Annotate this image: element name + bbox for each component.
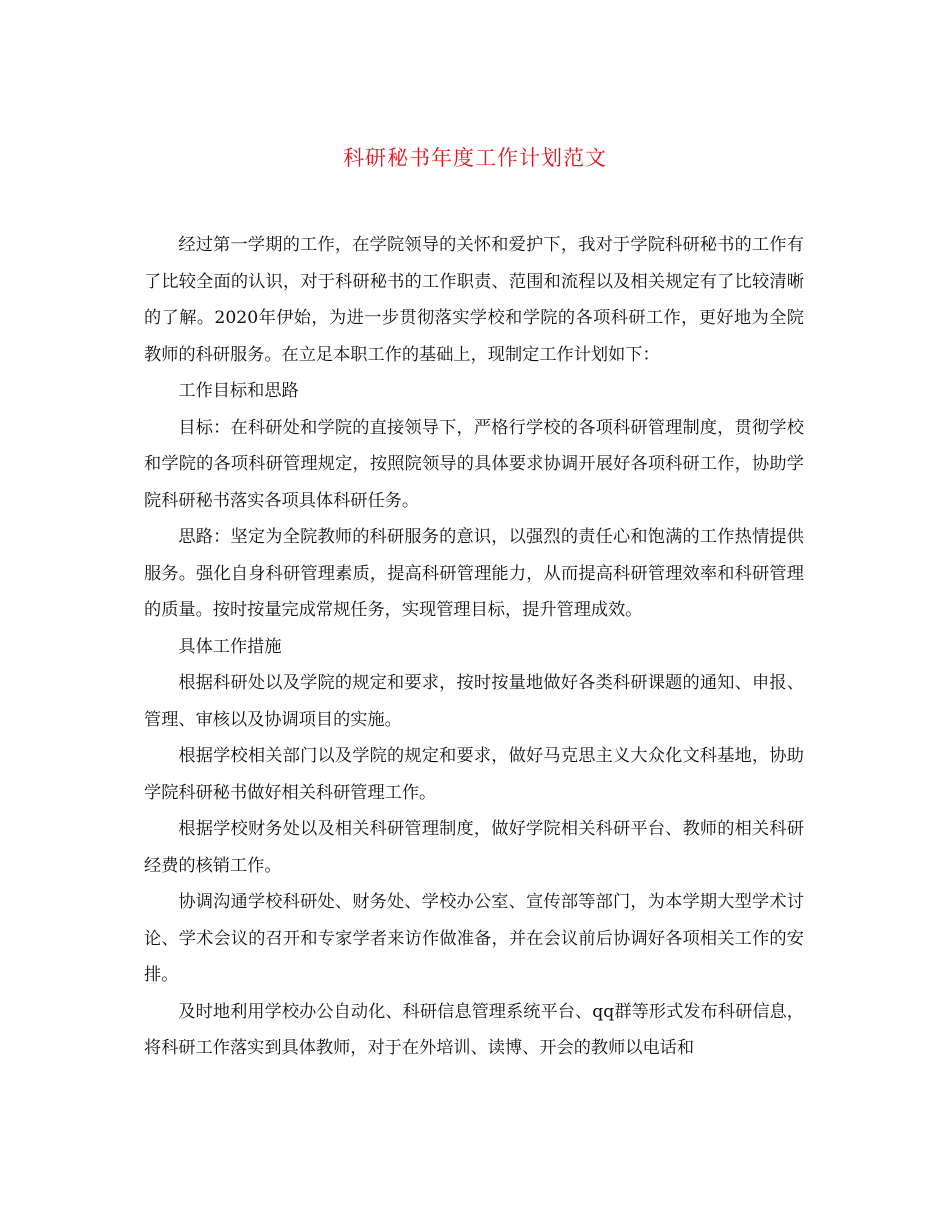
- paragraph-measure-3: 根据学校财务处以及相关科研管理制度，做好学院相关科研平台、教师的相关科研经费的核销工作。: [144, 819, 804, 876]
- section-heading-measures: 具体工作措施: [178, 636, 282, 657]
- paragraph-measure-5: 及时地利用学校办公自动化、科研信息管理系统平台、qq群等形式发布科研信息，将科研工作落实到具体教师，对于在外培训、读博、开会的教师以电话和: [144, 1001, 804, 1058]
- document-title: 科研秘书年度工作计划范文: [343, 146, 607, 170]
- paragraph-measure-2: 根据学校相关部门以及学院的规定和要求，做好马克思主义大众化文科基地，协助学院科研秘书做好相关科研管理工作。: [144, 746, 804, 803]
- paragraph-approach: 思路：坚定为全院教师的科研服务的意识，以强烈的责任心和饱满的工作热情提供服务。强化自身科研管理素质，提高科研管理能力，从而提高科研管理效率和科研管理的质量。按时按量完成常规任务，实现管理目标，提升管理成效。: [144, 527, 804, 620]
- paragraph-measure-4: 协调沟通学校科研处、财务处、学校办公室、宣传部等部门，为本学期大型学术讨论、学术会议的召开和专家学者来访作做准备，并在会议前后协调好各项相关工作的安排。: [144, 892, 804, 985]
- paragraph-intro: 经过第一学期的工作，在学院领导的关怀和爱护下，我对于学院科研秘书的工作有了比较全面的认识，对于科研秘书的工作职责、范围和流程以及相关规定有了比较清晰的了解。2020年伊始，为进一步贯彻落实学校和学院的各项科研工作，更好地为全院教师的科研服务。在立足本职工作的基础上，现制定工作计划如下：: [144, 235, 804, 365]
- paragraph-goal: 目标：在科研处和学院的直接领导下，严格行学校的各项科研管理制度，贯彻学校和学院的各项科研管理规定，按照院领导的具体要求协调开展好各项科研工作，协助学院科研秘书落实各项具体科研任务。: [144, 417, 804, 511]
- paragraph-measure-1: 根据科研处以及学院的规定和要求，按时按量地做好各类科研课题的通知、申报、管理、审核以及协调项目的实施。: [144, 673, 804, 730]
- document-body: [144, 227, 804, 1067]
- section-heading-goals: 工作目标和思路: [178, 381, 299, 401]
